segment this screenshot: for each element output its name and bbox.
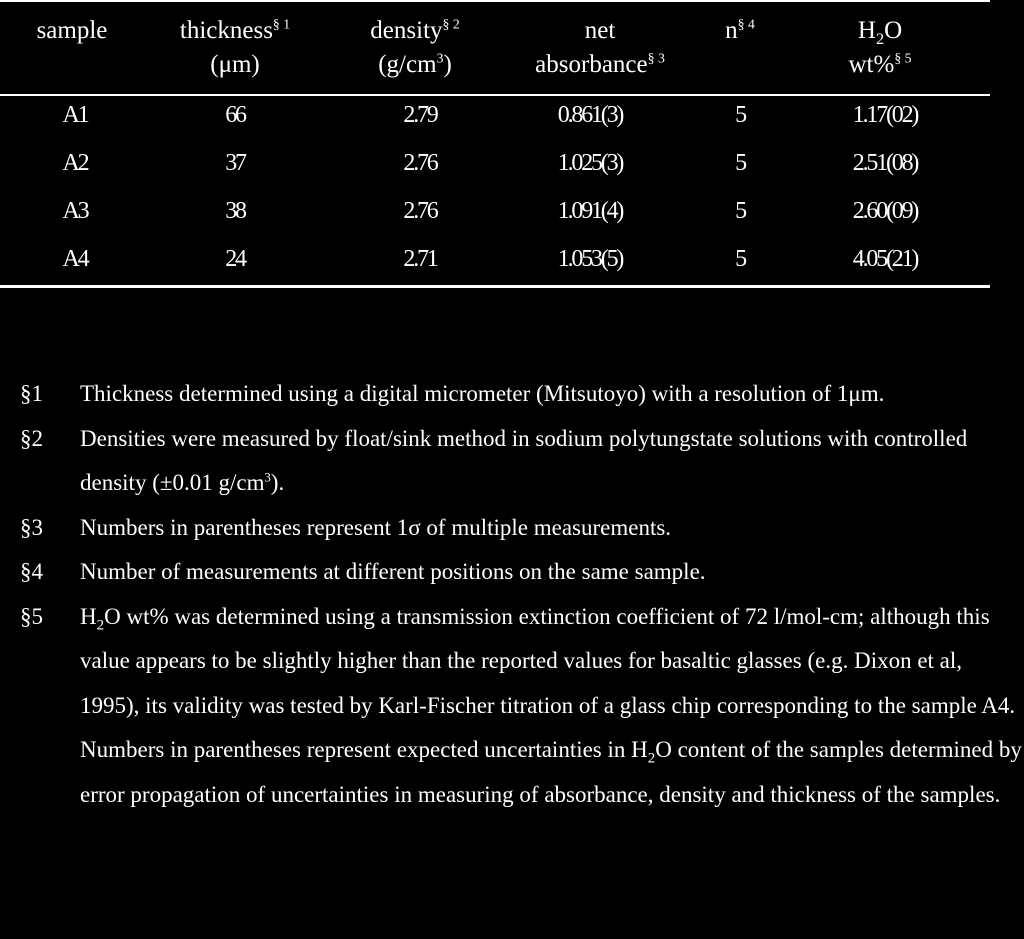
footnote-4-mark: §4 (20, 559, 43, 584)
footnote-2 (20, 417, 1024, 506)
table-bottom-rule (0, 285, 990, 288)
header-water-unit: wt% (848, 51, 895, 78)
footnote-1 (20, 372, 1024, 417)
footnote-2-exponent: 3 (264, 470, 271, 485)
table-row (0, 100, 990, 150)
footnote-3-mark: §3 (20, 514, 43, 540)
footnotes (20, 372, 1024, 817)
header-water-h: H (857, 17, 876, 44)
header-absorbance-line1: net (584, 17, 616, 44)
header-sample-label: sample (36, 17, 108, 44)
header-water-footnote: § 5 (894, 50, 912, 66)
header-absorbance (500, 14, 700, 82)
cell-sample: A4 (62, 246, 88, 272)
cell-n: 5 (735, 102, 745, 128)
header-sample (22, 14, 122, 48)
footnote-1-text: Thickness determined using a digital micrometer (Mitsutoyo) with a resolution of 1μm. (80, 381, 885, 406)
header-density-label: density (370, 17, 443, 44)
footnote-5-mark: §5 (20, 603, 43, 629)
cell-thickness: 37 (225, 150, 245, 176)
footnote-2-text: Densities were measured by float/sink method in sodium polytungstate solutions with controlled density (±0.01 g/cm (80, 425, 968, 495)
cell-thickness: 66 (225, 102, 245, 128)
header-n-footnote: § 4 (737, 16, 755, 32)
footnote-5 (20, 595, 1024, 818)
header-thickness-label: thickness (179, 17, 273, 44)
header-water-o: O (884, 17, 903, 44)
cell-thickness: 38 (225, 198, 245, 224)
cell-absorbance: 0.861(3) (557, 102, 623, 128)
footnote-3-text: Numbers in parentheses represent 1σ of multiple measurements. (80, 514, 672, 540)
table-top-rule (0, 0, 990, 2)
footnote-5-text-end: O content of the samples determined by error propagation of uncertainties in measuring of absorbance, density and thickness of the samples. (80, 737, 1022, 807)
cell-density: 2.71 (403, 246, 437, 272)
header-absorbance-footnote: § 3 (647, 50, 665, 66)
cell-water: 4.05(21) (852, 246, 918, 272)
cell-density: 2.76 (403, 198, 437, 224)
cell-thickness: 24 (225, 246, 245, 272)
cell-n: 5 (735, 198, 745, 224)
header-absorbance-line2: absorbance (535, 51, 648, 78)
header-thickness-unit: (μm) (210, 51, 260, 78)
header-n-label: n (725, 17, 738, 44)
cell-absorbance: 1.091(4) (557, 198, 623, 224)
cell-water: 2.60(09) (852, 198, 918, 224)
cell-density: 2.79 (403, 102, 437, 128)
cell-density: 2.76 (403, 150, 437, 176)
cell-n: 5 (735, 246, 745, 272)
footnote-4-text: Number of measurements at different positions on the same sample. (80, 559, 706, 584)
table-header-rule (0, 94, 990, 96)
header-n (705, 14, 775, 48)
cell-n: 5 (735, 150, 745, 176)
footnote-2-text-end: ). (270, 470, 285, 495)
footnote-5-text: O wt% was determined using a transmission extinction coefficient of 72 l/mol-cm; although this value appears to be slightly higher than the reported values for basaltic glasses (e.g. Dixon et al, 1995), its validity was tested by Karl-Fischer titration of a glass chip corresponding to the sample A4. Numbers in parentheses represent expected uncertainties in H (80, 603, 1016, 762)
cell-absorbance: 1.025(3) (557, 150, 623, 176)
header-water-subscript: 2 (875, 30, 885, 48)
footnote-5-subscript-2: 2 (647, 750, 656, 767)
footnote-2-mark: §2 (20, 425, 43, 451)
cell-water: 1.17(02) (852, 102, 918, 128)
header-density-unit-exponent: 3 (436, 50, 444, 66)
footnote-5-subscript: 2 (96, 617, 105, 634)
header-density-unit: (g/cm (378, 51, 437, 78)
table-row (0, 196, 990, 246)
footnote-4 (20, 550, 1024, 595)
cell-water: 2.51(08) (852, 150, 918, 176)
footnote-1-mark: §1 (20, 381, 43, 406)
header-density (340, 14, 490, 82)
footnote-5-h: H (80, 603, 97, 629)
header-thickness-footnote: § 1 (272, 16, 291, 32)
header-density-unit-close: ) (443, 51, 452, 78)
header-thickness (150, 14, 320, 82)
cell-sample: A3 (62, 198, 88, 224)
footnote-3 (20, 506, 1024, 551)
cell-absorbance: 1.053(5) (557, 246, 623, 272)
cell-sample: A1 (62, 102, 88, 128)
header-density-footnote: § 2 (442, 16, 460, 32)
cell-sample: A2 (62, 150, 88, 176)
table-row (0, 148, 990, 198)
header-water (810, 14, 950, 82)
